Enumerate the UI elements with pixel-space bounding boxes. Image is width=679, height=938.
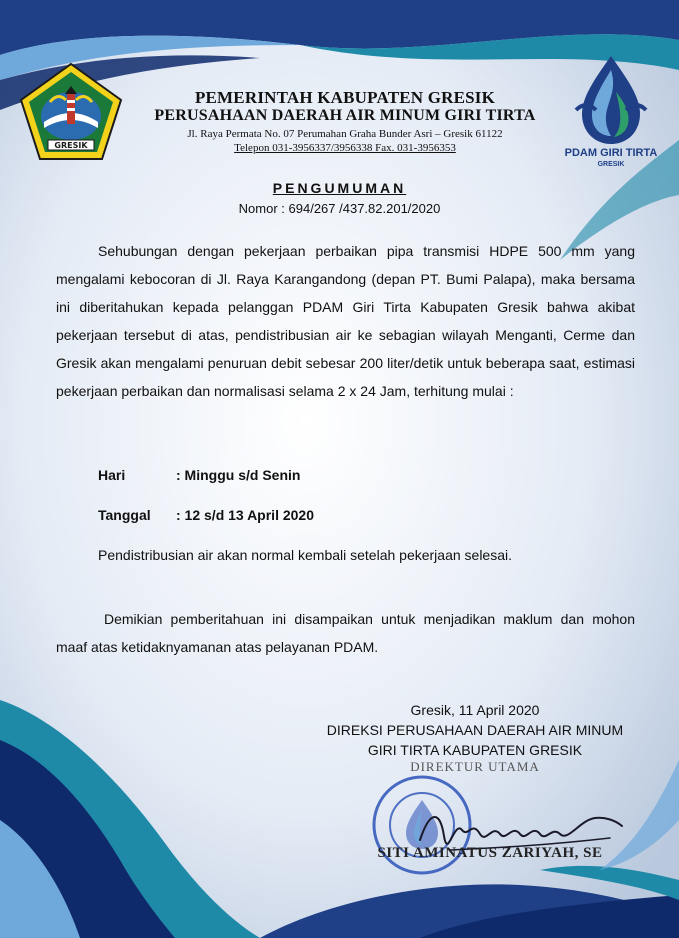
schedule-row-day [98, 467, 300, 483]
signature-organization-line-1: DIREKSI PERUSAHAAN DAERAH AIR MINUM [326, 722, 624, 738]
schedule-label: Hari [98, 467, 126, 483]
gresik-regency-emblem-icon [18, 62, 124, 162]
phone-fax-line: Telepon 031-3956337/3956338 Fax. 031-3956353 [234, 142, 456, 154]
schedule-row-date [98, 507, 314, 523]
signature-place-date: Gresik, 11 April 2020 [410, 702, 540, 718]
normal-service-note: Pendistribusian air akan normal kembali setelah pekerjaan selesai. [98, 547, 513, 563]
announcement-title: PENGUMUMAN [272, 180, 407, 196]
signature-position: DIREKTUR UTAMA [410, 759, 540, 774]
pdam-logo-name: PDAM GIRI TIRTA [564, 147, 658, 159]
schedule-value: : Minggu s/d Senin [176, 467, 301, 483]
schedule-value: : 12 s/d 13 April 2020 [176, 507, 314, 523]
announcement-number: Nomor : 694/267 /437.82.201/2020 [238, 201, 441, 216]
emblem-label: GRESIK [54, 141, 88, 150]
pdam-logo-sub: GRESIK [597, 161, 625, 168]
address-line: Jl. Raya Permata No. 07 Perumahan Graha Bunder Asri – Gresik 61122 [187, 128, 503, 140]
signature-organization-line-2: GIRI TIRTA KABUPATEN GRESIK [367, 742, 583, 758]
schedule-label: Tanggal [98, 507, 151, 523]
government-title: PEMERINTAH KABUPATEN GRESIK [194, 88, 496, 107]
pdam-giri-tirta-logo-icon [556, 52, 666, 172]
closing-paragraph: Demikian pemberitahuan ini disampaikan untuk menjadikan maklum dan mohon maaf atas ketidaknyamanan atas pelayanan PDAM. [56, 611, 635, 655]
signatory-name: SITI AMINATUS ZARIYAH, SE [377, 845, 603, 861]
company-title: PERUSAHAAN DAERAH AIR MINUM GIRI TIRTA [154, 107, 536, 124]
body-paragraph: Sehubungan dengan pekerjaan perbaikan pipa transmisi HDPE 500 mm yang mengalami kebocoran di Jl. Raya Karangandong (depan PT. Bumi Palapa), maka bersama ini diberitahukan kepada pelanggan PDAM Giri Tirta Kabupaten Gresik bahwa akibat pekerjaan tersebut di atas, pendistribusian air ke sebagian wilayah Menganti, Cerme dan Gresik akan mengalami penuruan debit sebesar 200 liter/detik untuk beberapa saat, estimasi pekerjaan perbaikan dan normalisasi selama 2 x 24 Jam, terhitung mulai : [56, 243, 635, 399]
